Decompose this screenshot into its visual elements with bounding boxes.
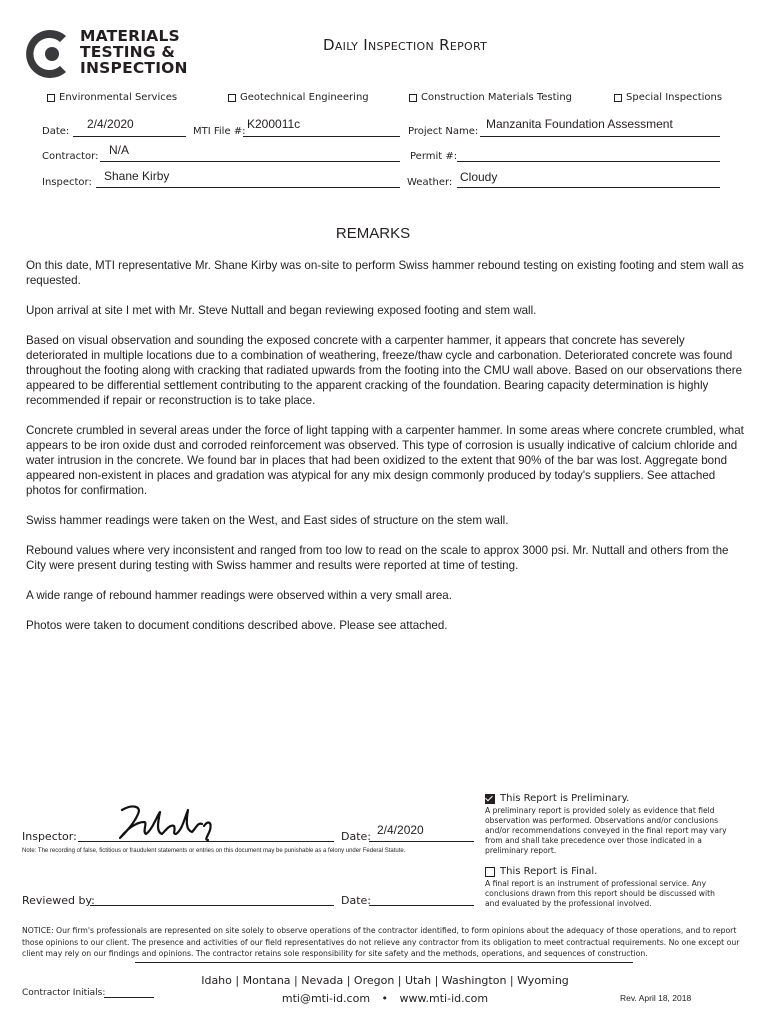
logo-line-2: TESTING & [80,43,176,61]
inspector-signature[interactable] [112,800,232,846]
project-line [480,136,720,137]
project-field[interactable]: Manzanita Foundation Assessment [486,117,673,131]
reviewed-by-label: Reviewed by: [22,894,95,907]
service-construction-materials[interactable] [409,92,572,103]
checkbox-icon[interactable] [614,94,622,102]
preliminary-box [485,793,747,856]
checkbox-icon[interactable] [409,94,417,102]
contractor-initials-line[interactable] [104,997,154,998]
reviewed-by-line[interactable] [90,905,334,906]
weather-line [457,187,720,188]
remarks-paragraph: Photos were taken to document conditions described above. Please see attached. [26,619,448,632]
logo-line-1: MATERIALS [80,27,180,45]
revision-label: Rev. April 18, 2018 [620,993,692,1003]
file-field[interactable]: K200011c [247,117,301,131]
remarks-body [26,258,746,648]
permit-line [457,161,720,162]
logo-mark [22,26,78,82]
final-title: This Report is Final. [500,866,598,877]
service-environmental[interactable] [47,92,177,103]
logo-line-3: INSPECTION [80,59,188,77]
final-box [485,866,747,909]
remarks-paragraph: Rebound values where very inconsistent and ranged from too low to read on the scale to approx 3000 psi. Mr. Nuttall and others from the City were present during testing with Swiss hammer and results were reported at time of testing. [26,544,729,572]
inspector-line [96,187,400,188]
weather-field[interactable]: Cloudy [460,170,498,184]
date-label: Date: [42,126,70,137]
permit-label: Permit #: [410,151,458,162]
file-line [243,136,400,137]
remarks-paragraph: Swiss hammer readings were taken on the West, and East sides of structure on the stem wall. [26,514,509,527]
report-title: Daily Inspection Report [323,36,488,54]
reviewed-date-line[interactable] [369,905,474,906]
footer-website[interactable]: www.mti-id.com [399,992,489,1005]
remarks-paragraph: Based on visual observation and sounding the exposed concrete with a carpenter hammer, it appears that concrete has severely deteriorated in multiple locations due to a combination of weathering, freeze/thaw cycle and carbonation. Deteriorated concrete was found throughout the footing along with cracking that radiated upwards from the footing into the CMU wall above. Based on our observations there appeared to be differential settlement contributing to the apparent cracking of the foundation. Bearing capacity determination is highly recommended if repair or reconstruction is to take place. [26,334,743,407]
service-geotechnical[interactable] [228,92,369,103]
service-label: Special Inspections [626,92,723,103]
service-label: Environmental Services [59,92,178,103]
footer-separator: • [381,992,389,1005]
preliminary-text: A preliminary report is provided solely as evidence that field observation was performed. Observations and/or conclusions and/or recommendations conveyed in the final report may vary from and shall take precedence over those indicated in a preliminary report. [485,806,727,855]
remarks-heading: REMARKS [335,225,411,242]
service-label: Geotechnical Engineering [240,92,369,103]
service-label: Construction Materials Testing [421,92,573,103]
contractor-field[interactable]: N/A [109,143,130,157]
footer-divider [135,962,633,963]
reviewed-date-label: Date: [341,894,371,907]
file-label: MTI File #: [193,126,246,137]
preliminary-title: This Report is Preliminary. [500,793,630,804]
signoff-date-line [369,841,474,842]
signoff-date-field[interactable]: 2/4/2020 [377,823,424,837]
footer-email[interactable]: mti@mti-id.com [281,992,371,1005]
final-text: A final report is an instrument of professional service. Any conclusions drawn from this report should be discussed with and evaluated by the professional involved. [485,879,715,908]
checkbox-icon[interactable] [228,94,236,102]
notice-text: NOTICE: Our firm's professionals are represented on site solely to observe operations of the contractor identified, to form opinions about the adequacy of those operations, and to report those opinions to our client. The presence and activities of our field representatives do not relieve any contractor from its obligation to meet contractual requirements. No one except our client may rely on our findings and opinions. The contractor retains sole responsibility for site safety and the methods, operations, and sequences of construction. [22,926,740,958]
signoff-date-label: Date: [341,830,371,843]
signoff-inspector-label: Inspector: [22,830,77,843]
falsification-note: Note: The recording of false, fictitious or fraudulent statements or entries on this document may be punishable as a felony under Federal Statute. [22,848,406,854]
final-checkbox[interactable] [485,867,495,877]
preliminary-checkbox[interactable] [485,794,495,804]
inspector-field[interactable]: Shane Kirby [104,169,170,183]
inspector-label: Inspector: [42,177,92,188]
contractor-line [100,161,400,162]
contractor-initials-label: Contractor Initials: [22,988,106,998]
checkbox-icon[interactable] [47,94,55,102]
date-line [73,136,186,137]
remarks-paragraph: Upon arrival at site I met with Mr. Steve Nuttall and began reviewing exposed footing and stem wall. [26,304,537,317]
service-special-inspections[interactable] [614,92,722,103]
weather-label: Weather: [407,177,453,188]
project-label: Project Name: [408,126,479,137]
remarks-paragraph: Concrete crumbled in several areas under the force of light tapping with a carpenter hammer. In some areas where concrete crumbled, what appears to be iron oxide dust and corroded reinforcement was observed. This type of corrosion is usually indicative of calcium chloride and water intrusion in the concrete. We found bar in places that had been oxidized to the extent that 90% of the bar was lost. Aggregate bond appeared non-existent in places and gradation was atypical for any mix design commonly produced by today's suppliers. See attached photos for confirmation. [26,424,744,497]
contractor-label: Contractor: [42,151,99,162]
date-field[interactable]: 2/4/2020 [87,117,134,131]
remarks-paragraph: On this date, MTI representative Mr. Shane Kirby was on-site to perform Swiss hammer rebound testing on existing footing and stem wall as requested. [26,259,744,287]
remarks-paragraph: A wide range of rebound hammer readings were observed within a very small area. [26,589,452,602]
company-logo [22,26,202,82]
footer-states: Idaho | Montana | Nevada | Oregon | Utah | Washington | Wyoming [201,974,569,987]
